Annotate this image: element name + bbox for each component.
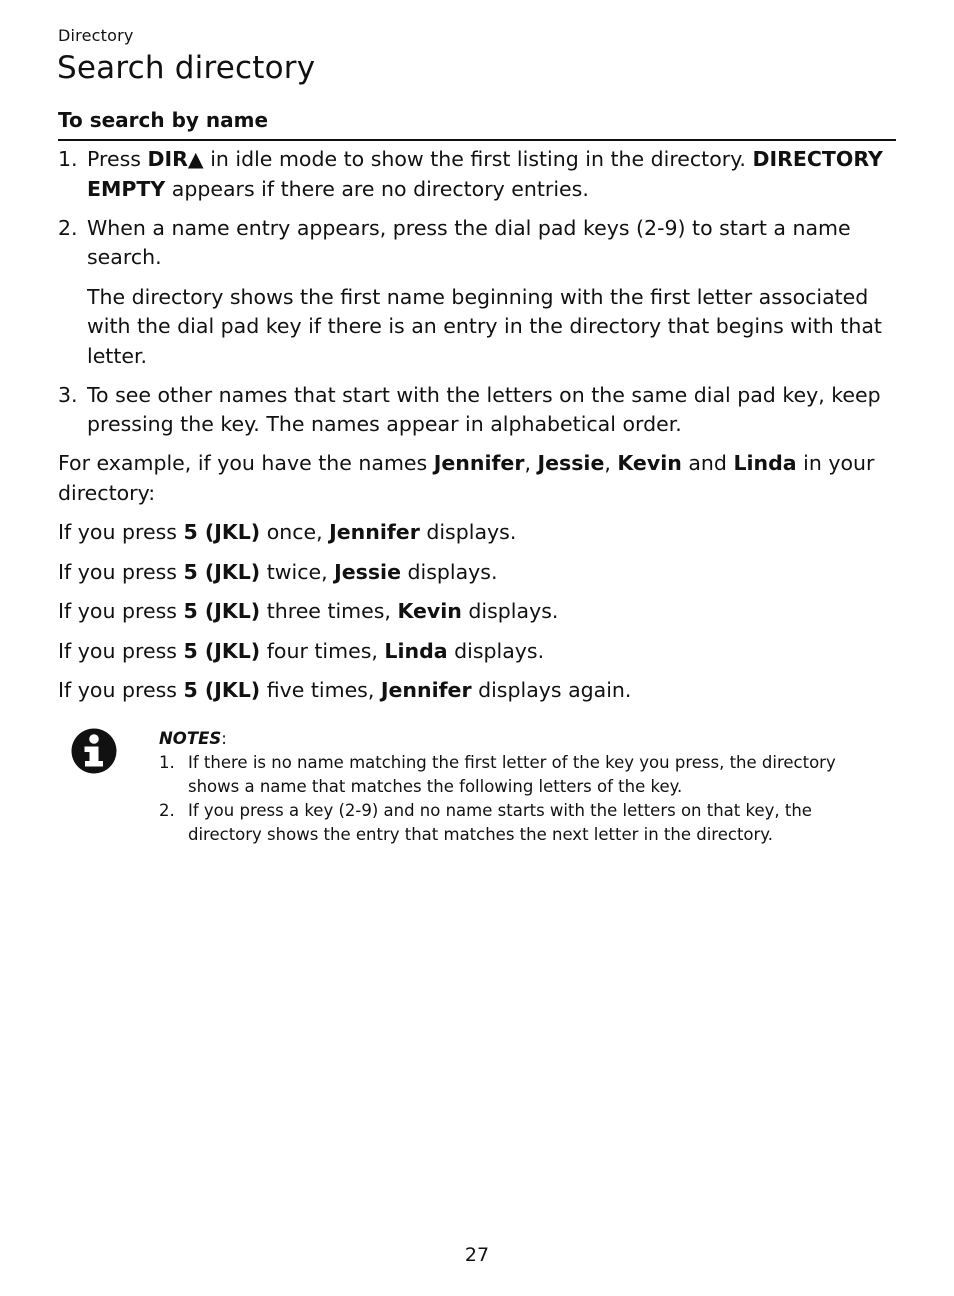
info-icon [70, 727, 118, 775]
section-heading: To search by name [58, 108, 269, 132]
notes-heading: NOTES: [159, 729, 227, 748]
example-intro: For example, if you have the names Jennifer, Jessie, Kevin and Linda in your directory: [58, 451, 875, 505]
directory-empty-message: DIRECTORY EMPTY [87, 147, 883, 201]
notes-body [159, 727, 889, 847]
name-jennifer: Jennifer [433, 451, 525, 475]
step-3 [58, 381, 896, 440]
result-name: Jennifer [329, 520, 420, 544]
notes-list [159, 751, 889, 847]
step-text: Press DIR▲ in idle mode to show the first listing in the directory. DIRECTORY EMPTY appears if there are no directory entries. [87, 147, 883, 201]
press-line: If you press 5 (JKL) four times, Linda displays. [58, 638, 545, 663]
name-kevin: Kevin [617, 451, 682, 475]
step-1 [58, 145, 896, 204]
step-number: 2. [58, 215, 78, 240]
result-name: Linda [384, 638, 448, 663]
note-item [159, 751, 889, 799]
press-line: If you press 5 (JKL) five times, Jennifer displays again. [58, 678, 632, 702]
name-jessie: Jessie [537, 451, 605, 475]
key-label: 5 (JKL) [183, 638, 261, 663]
result-name: Kevin [397, 599, 462, 623]
section-divider [58, 139, 896, 141]
breadcrumb: Directory [58, 26, 134, 45]
note-number: 2. [159, 801, 175, 820]
key-label: 5 (JKL) [183, 599, 261, 623]
step-2 [58, 214, 896, 372]
press-line: If you press 5 (JKL) twice, Jessie displays. [58, 559, 498, 584]
key-label: 5 (JKL) [183, 559, 261, 584]
dir-key-label: DIR [147, 147, 188, 171]
step-text: When a name entry appears, press the dial pad keys (2-9) to start a name search. [87, 215, 851, 269]
result-name: Jessie [334, 559, 401, 584]
notes-label: NOTES [159, 729, 222, 748]
note-text: If you press a key (2-9) and no name starts with the letters on that key, the directory shows the entry that matches the next letter in the directory. [188, 801, 812, 844]
key-label: 5 (JKL) [183, 678, 261, 702]
name-linda: Linda [733, 451, 797, 475]
main-content [58, 145, 896, 716]
step-number: 1. [58, 147, 78, 171]
step-list [58, 145, 896, 440]
press-line: If you press 5 (JKL) once, Jennifer displays. [58, 520, 517, 544]
note-text: If there is no name matching the first letter of the key you press, the directory shows a name that matches the following letters of the key. [188, 753, 836, 796]
page-number: 27 [464, 1244, 490, 1266]
page-title: Search directory [57, 50, 316, 86]
key-label: 5 (JKL) [183, 520, 261, 544]
up-arrow-icon: ▲ [187, 147, 204, 171]
result-name: Jennifer [380, 678, 472, 702]
press-line: If you press 5 (JKL) three times, Kevin displays. [58, 599, 559, 623]
step-detail: The directory shows the first name beginning with the first letter associated with the dial pad key if there is an entry in the directory that begins with that letter. [87, 284, 882, 368]
note-item [159, 799, 889, 847]
note-number: 1. [159, 753, 175, 772]
step-text: To see other names that start with the letters on the same dial pad key, keep pressing the key. The names appear in alphabetical order. [87, 382, 881, 436]
step-number: 3. [58, 382, 78, 407]
